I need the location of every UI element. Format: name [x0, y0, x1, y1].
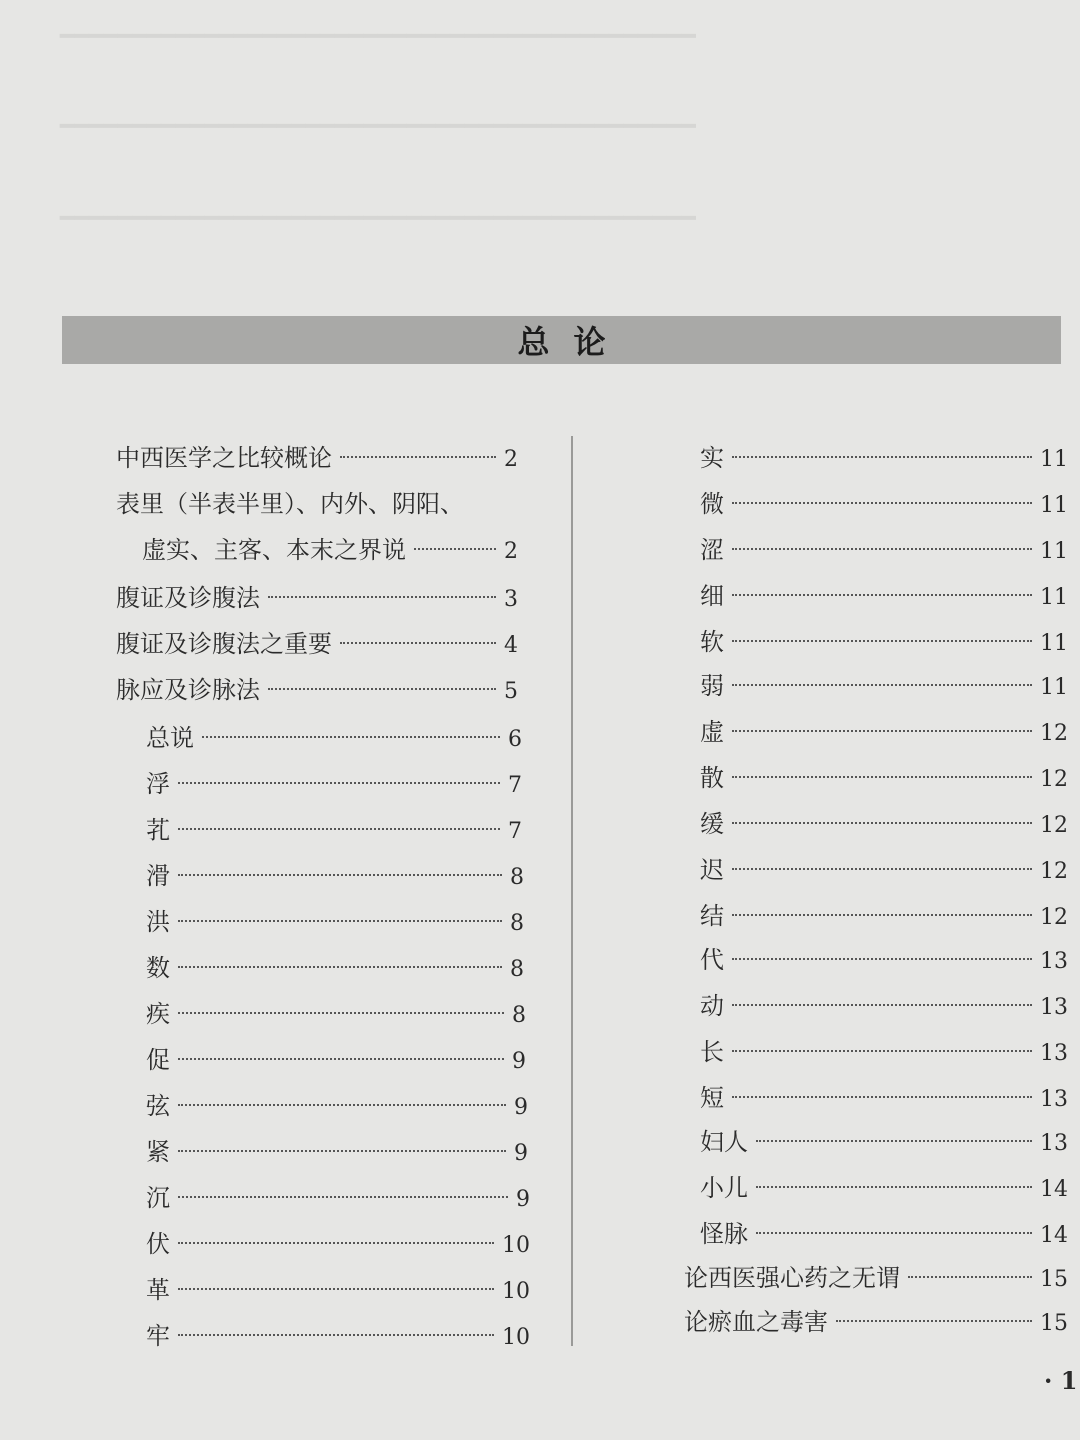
- toc-right-entry: [700, 1034, 1068, 1070]
- toc-left-entry: [146, 720, 522, 756]
- toc-right-entry: [700, 806, 1068, 842]
- entry-title: 论瘀血之毒害: [684, 1308, 828, 1336]
- entry-title: 实: [700, 444, 724, 472]
- dot-leader: [732, 730, 1032, 732]
- dot-leader: [732, 640, 1032, 642]
- entry-page-number: 10: [502, 1279, 530, 1304]
- dot-leader: [732, 456, 1032, 458]
- toc-right-entry: [700, 668, 1068, 704]
- entry-page-number: 9: [514, 1141, 528, 1166]
- entry-page-number: 7: [508, 819, 522, 844]
- toc-left-entry: [146, 1180, 530, 1216]
- toc-right-entry: [700, 624, 1068, 660]
- entry-title: 伏: [146, 1230, 170, 1258]
- dot-leader: [178, 874, 502, 876]
- entry-title: 腹证及诊腹法: [116, 584, 260, 612]
- dot-leader: [732, 776, 1032, 778]
- entry-title: 沉: [146, 1184, 170, 1212]
- entry-page-number: 14: [1040, 1177, 1068, 1202]
- entry-title: 浮: [146, 770, 170, 798]
- toc-left-entry: [146, 1226, 530, 1262]
- entry-page-number: 7: [508, 773, 522, 798]
- entry-page-number: 5: [504, 679, 518, 704]
- toc-right-entry: [700, 1216, 1068, 1252]
- toc-left-entry: [146, 996, 526, 1032]
- toc-right-entry: [700, 898, 1068, 934]
- toc-left-entry: [146, 1042, 526, 1078]
- dot-leader: [756, 1186, 1032, 1188]
- dot-leader: [202, 736, 500, 738]
- entry-title: 妇人: [700, 1128, 748, 1156]
- entry-page-number: 11: [1040, 585, 1068, 610]
- entry-title: 革: [146, 1276, 170, 1304]
- toc-left-entry: [142, 532, 518, 568]
- entry-page-number: 12: [1040, 813, 1068, 838]
- bleed-through: ━━━━━━━━━━━━━━━━━━━━━━━━━━━━━━━━━━━━━━━━━━━━: [60, 112, 696, 140]
- toc-right-entry: [700, 440, 1068, 476]
- entry-title: 腹证及诊腹法之重要: [116, 630, 332, 658]
- entry-title: 弦: [146, 1092, 170, 1120]
- entry-page-number: 12: [1040, 905, 1068, 930]
- section-banner: [62, 316, 1061, 364]
- entry-title: 虚实、主客、本末之界说: [142, 536, 406, 564]
- dot-leader: [178, 1104, 506, 1106]
- entry-title: 洪: [146, 908, 170, 936]
- entry-page-number: 12: [1040, 767, 1068, 792]
- toc-right-entry: [700, 1170, 1068, 1206]
- bleed-through: ━━━━━━━━━━━━━━━━━━━━━━━━━━━━━━━━━━━━━━━━━━━━: [60, 22, 696, 50]
- entry-page-number: 8: [510, 957, 524, 982]
- dot-leader: [732, 1096, 1032, 1098]
- entry-title: 短: [700, 1084, 724, 1112]
- entry-title: 虚: [700, 718, 724, 746]
- dot-leader: [268, 688, 496, 690]
- toc-right-entry: [700, 532, 1068, 568]
- entry-page-number: 11: [1040, 631, 1068, 656]
- dot-leader: [178, 920, 502, 922]
- entry-page-number: 2: [504, 539, 518, 564]
- entry-title: 论西医强心药之无谓: [684, 1264, 900, 1292]
- entry-page-number: 2: [504, 447, 518, 472]
- entry-page-number: 13: [1040, 1087, 1068, 1112]
- dot-leader: [732, 1050, 1032, 1052]
- dot-leader: [732, 684, 1032, 686]
- section-title: 总论: [517, 323, 630, 361]
- toc-right-entry: [684, 1260, 1068, 1296]
- toc-right-entry: [700, 942, 1068, 978]
- entry-page-number: 8: [510, 865, 524, 890]
- entry-page-number: 8: [510, 911, 524, 936]
- dot-leader: [732, 548, 1032, 550]
- entry-page-number: 12: [1040, 721, 1068, 746]
- dot-leader: [178, 1196, 508, 1198]
- entry-page-number: 3: [504, 587, 518, 612]
- toc-left-entry: [116, 672, 518, 708]
- entry-page-number: 13: [1040, 1041, 1068, 1066]
- toc-right-entry: [700, 714, 1068, 750]
- dot-leader: [732, 594, 1032, 596]
- toc-left-entry: [146, 1272, 530, 1308]
- dot-leader: [908, 1276, 1032, 1278]
- toc-right-entry: [700, 578, 1068, 614]
- entry-page-number: 15: [1040, 1267, 1068, 1292]
- column-divider: [571, 436, 573, 1346]
- entry-page-number: 9: [514, 1095, 528, 1120]
- dot-leader: [756, 1140, 1032, 1142]
- dot-leader: [732, 914, 1032, 916]
- entry-title: 疾: [146, 1000, 170, 1028]
- entry-title: 小儿: [700, 1174, 748, 1202]
- toc-left-entry: [146, 812, 522, 848]
- entry-title: 微: [700, 490, 724, 518]
- entry-page-number: 11: [1040, 493, 1068, 518]
- page-number: · 1: [1044, 1366, 1078, 1395]
- toc-left-entry: [146, 858, 524, 894]
- toc-left-entry: [116, 580, 518, 616]
- entry-title: 表里（半表半里）、内外、阴阳、: [116, 490, 464, 518]
- dot-leader: [178, 828, 500, 830]
- entry-title: 缓: [700, 810, 724, 838]
- entry-title: 细: [700, 582, 724, 610]
- entry-page-number: 14: [1040, 1223, 1068, 1248]
- toc-left-entry: [146, 904, 524, 940]
- dot-leader: [732, 502, 1032, 504]
- dot-leader: [178, 966, 502, 968]
- toc-left-entry: [146, 950, 524, 986]
- toc-right-entry: [700, 1124, 1068, 1160]
- toc-left-entry: [116, 486, 518, 522]
- toc-right-entry: [700, 760, 1068, 796]
- dot-leader: [178, 1288, 494, 1290]
- entry-page-number: 11: [1040, 675, 1068, 700]
- toc-left-entry: [146, 1318, 530, 1354]
- toc-left-entry: [146, 1088, 528, 1124]
- toc-right-entry: [700, 486, 1068, 522]
- entry-page-number: 13: [1040, 995, 1068, 1020]
- entry-title: 芤: [146, 816, 170, 844]
- entry-page-number: 12: [1040, 859, 1068, 884]
- entry-page-number: 11: [1040, 539, 1068, 564]
- entry-page-number: 10: [502, 1325, 530, 1350]
- dot-leader: [732, 822, 1032, 824]
- entry-page-number: 13: [1040, 1131, 1068, 1156]
- dot-leader: [340, 642, 496, 644]
- entry-title: 迟: [700, 856, 724, 884]
- entry-title: 促: [146, 1046, 170, 1074]
- entry-page-number: 13: [1040, 949, 1068, 974]
- entry-title: 怪脉: [700, 1220, 748, 1248]
- entry-title: 中西医学之比较概论: [116, 444, 332, 472]
- entry-title: 散: [700, 764, 724, 792]
- entry-page-number: 9: [516, 1187, 530, 1212]
- toc-right-entry: [700, 988, 1068, 1024]
- toc-left-entry: [146, 766, 522, 802]
- dot-leader: [340, 456, 496, 458]
- dot-leader: [836, 1320, 1032, 1322]
- dot-leader: [178, 1242, 494, 1244]
- toc-right-entry: [700, 1080, 1068, 1116]
- dot-leader: [756, 1232, 1032, 1234]
- dot-leader: [178, 1150, 506, 1152]
- entry-title: 涩: [700, 536, 724, 564]
- entry-title: 软: [700, 628, 724, 656]
- toc-left-entry: [146, 1134, 528, 1170]
- entry-title: 动: [700, 992, 724, 1020]
- dot-leader: [178, 1058, 504, 1060]
- dot-leader: [178, 782, 500, 784]
- dot-leader: [178, 1012, 504, 1014]
- entry-page-number: 10: [502, 1233, 530, 1258]
- dot-leader: [178, 1334, 494, 1336]
- entry-page-number: 15: [1040, 1311, 1068, 1336]
- dot-leader: [732, 1004, 1032, 1006]
- dot-leader: [414, 548, 496, 550]
- toc-left-entry: [116, 626, 518, 662]
- dot-leader: [732, 868, 1032, 870]
- entry-title: 代: [700, 946, 724, 974]
- entry-title: 紧: [146, 1138, 170, 1166]
- toc-right-entry: [684, 1304, 1068, 1340]
- entry-page-number: 9: [512, 1049, 526, 1074]
- entry-page-number: 4: [504, 633, 518, 658]
- entry-title: 数: [146, 954, 170, 982]
- entry-page-number: 6: [508, 727, 522, 752]
- toc-left-entry: [116, 440, 518, 476]
- entry-page-number: 11: [1040, 447, 1068, 472]
- entry-title: 长: [700, 1038, 724, 1066]
- entry-title: 滑: [146, 862, 170, 890]
- dot-leader: [268, 596, 496, 598]
- entry-title: 结: [700, 902, 724, 930]
- dot-leader: [732, 958, 1032, 960]
- toc-right-entry: [700, 852, 1068, 888]
- entry-title: 脉应及诊脉法: [116, 676, 260, 704]
- entry-title: 弱: [700, 672, 724, 700]
- entry-page-number: 8: [512, 1003, 526, 1028]
- entry-title: 总说: [146, 724, 194, 752]
- entry-title: 牢: [146, 1322, 170, 1350]
- bleed-through: ━━━━━━━━━━━━━━━━━━━━━━━━━━━━━━━━━━━━━━━━━━━━: [60, 204, 696, 232]
